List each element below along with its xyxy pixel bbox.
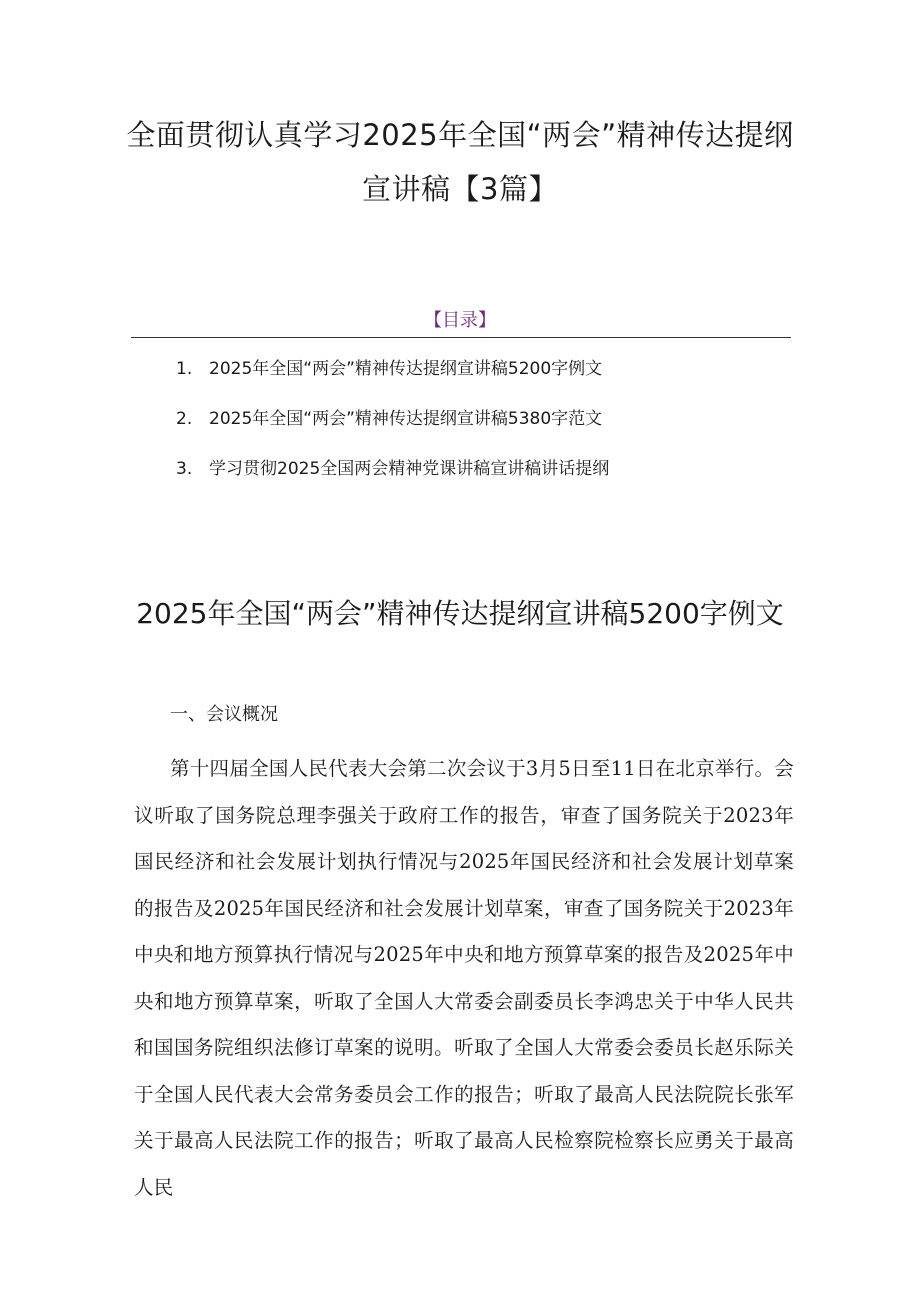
section-title: 2025年全国“两会”精神传达提纲宣讲稿5200字例文	[136, 597, 784, 630]
toc-item-2[interactable]	[176, 405, 609, 433]
toc-item-text: 2025年全国“两会”精神传达提纲宣讲稿5200字例文	[209, 359, 603, 379]
body-paragraph: 第十四届全国人民代表大会第二次会议于3月5日至11日在北京举行。会议听取了国务院总理李强关于政府工作的报告，审查了国务院关于2023年国民经济和社会发展计划执行情况与2025年国民经济和社会发展计划草案的报告及2025年国民经济和社会发展计划草案，审查了国务院关于2023年中央和地方预算执行情况与2025年中央和地方预算草案的报告及2025年中央和地方预算草案，听取了全国人大常委会副委员长李鸿忠关于中华人民共和国国务院组织法修订草案的说明。听取了全国人大常委会委员长赵乐际关于全国人民代表大会常务委员会工作的报告；听取了最高人民法院院长张军关于最高人民法院工作的报告；听取了最高人民检察院检察长应勇关于最高人民	[134, 757, 794, 1199]
section-subheading: 一、会议概况	[170, 704, 278, 725]
toc-item-text: 2025年全国“两会”精神传达提纲宣讲稿5380字范文	[209, 409, 603, 429]
toc-item-1[interactable]	[176, 355, 609, 383]
toc-item-number: 1.	[176, 359, 193, 379]
document-title: 全面贯彻认真学习2025年全国“两会”精神传达提纲宣讲稿【3篇】	[126, 118, 794, 206]
toc-item-3[interactable]	[176, 455, 609, 483]
toc-item-number: 2.	[176, 409, 193, 429]
toc-divider	[131, 337, 791, 338]
toc-item-text: 学习贯彻2025全国两会精神党课讲稿宣讲稿讲话提纲	[209, 459, 610, 479]
toc-heading: 【目录】	[424, 310, 496, 331]
table-of-contents	[176, 355, 609, 505]
toc-item-number: 3.	[176, 459, 193, 479]
